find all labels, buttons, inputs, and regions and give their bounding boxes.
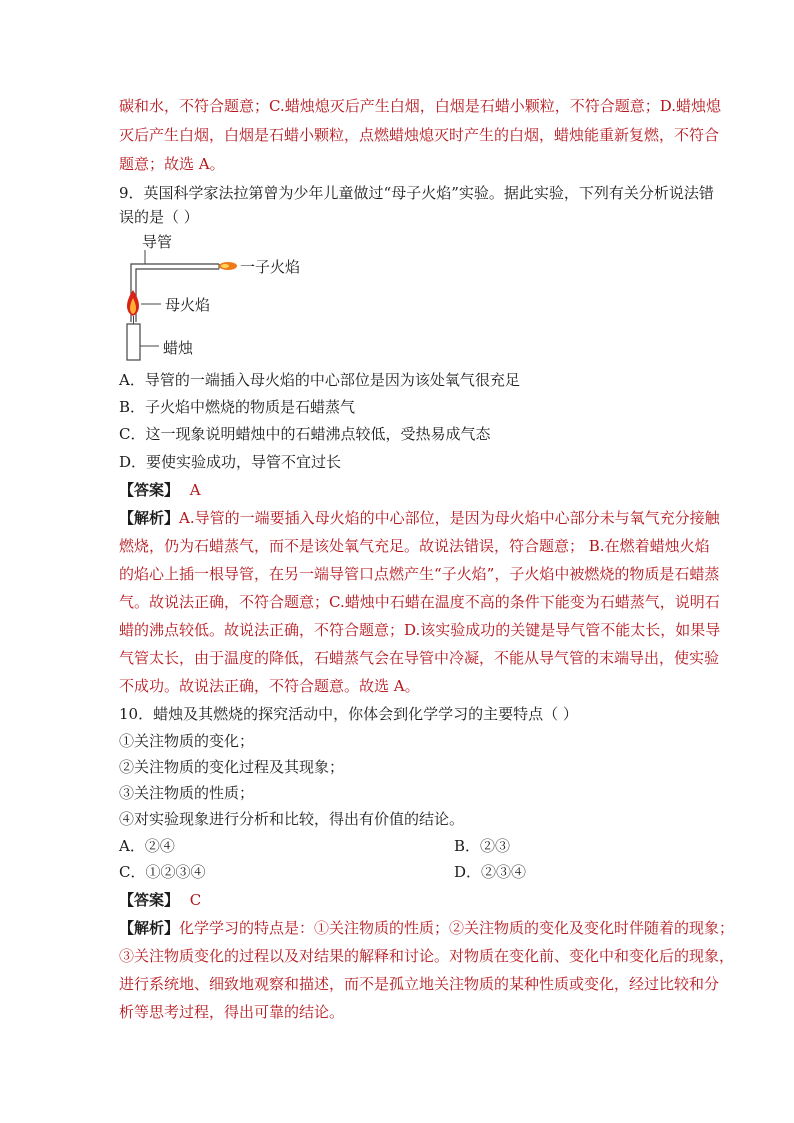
question-10-stem: 10．蜡烛及其燃烧的探究活动中，你体会到化学学习的主要特点（ ）	[119, 705, 578, 723]
candle-label: 蜡烛	[163, 339, 194, 357]
answer-value: C	[189, 891, 202, 909]
question-9-explanation-line-2: 燃烧，仍为石蜡蒸气，而不是该处氧气充足。故说法错误，符合题意； B.在燃着蜡烛火焰	[119, 537, 710, 555]
prev-explanation-line-1: 碳和水，不符合题意；C.蜡烛熄灭后产生白烟，白烟是石蜡小颗粒，不符合题意；D.蜡烛熄	[119, 97, 721, 115]
question-9-option-d: D．要使实验成功，导管不宜过长	[119, 453, 342, 471]
question-10-option-c: C．①②③④	[119, 863, 206, 881]
question-10-explanation-line-3: 进行系统地、细致地观察和描述，而不是孤立地关注物质的某种性质或变化，经过比较和分	[119, 975, 720, 993]
mother-child-flame-figure	[119, 228, 359, 368]
question-10-statement-1: ①关注物质的变化；	[119, 732, 255, 750]
question-9-explanation-line-5: 蜡的沸点较低。故说法正确，不符合题意；D.该实验成功的关键是导气管不能太长，如果导	[119, 621, 721, 639]
explanation-text: 化学学习的特点是：①关注物质的性质；②关注物质的变化及变化时伴随着的现象；	[179, 919, 735, 937]
child-flame-core	[221, 264, 229, 268]
question-10-option-a: A．②④	[119, 837, 175, 855]
prev-explanation-line-2: 灭后产生白烟，白烟是石蜡小颗粒，点燃蜡烛熄灭时产生的白烟，蜡烛能重新复燃，不符合	[119, 126, 720, 144]
question-10-explanation-line-1	[119, 918, 735, 938]
answer-tag: 【答案】	[119, 891, 180, 909]
question-10-answer	[119, 890, 679, 910]
candle-body	[127, 324, 140, 360]
question-9-stem-line-2: 误的是（ ）	[119, 208, 199, 226]
mother-flame-label: 母火焰	[165, 296, 211, 314]
question-9-explanation-line-7: 不成功。故说法正确，不符合题意。故选 A。	[119, 677, 420, 695]
answer-tag: 【答案】	[119, 481, 180, 499]
child-flame-label: 一子火焰	[240, 258, 301, 276]
explanation-tag: 【解析】	[119, 509, 180, 527]
explanation-tag: 【解析】	[119, 919, 180, 937]
prev-explanation-line-3: 题意；故选 A。	[119, 155, 225, 173]
explanation-text: A.导管的一端要插入母火焰的中心部位，是因为母火焰中心部分未与氧气充分接触	[179, 509, 720, 527]
question-9-answer	[119, 480, 679, 500]
question-9-explanation-line-6: 气管太长，由于温度的降低，石蜡蒸气会在导管中冷凝，不能从导气管的末端导出，使实验	[119, 649, 720, 667]
question-10-explanation-line-4: 析等思考过程，得出可靠的结论。	[119, 1003, 345, 1021]
question-9-explanation-line-4: 气。故说法正确，不符合题意；C.蜡烛中石蜡在温度不高的条件下能变为石蜡蒸气，说明石	[119, 593, 720, 611]
question-10-option-b: B．②③	[454, 837, 511, 855]
question-10-statement-4: ④对实验现象进行分析和比较，得出有价值的结论。	[119, 810, 465, 828]
question-9-explanation-line-1	[119, 508, 720, 528]
question-10-explanation-line-2: ③关注物质变化的过程以及对结果的解释和讨论。对物质在变化前、变化中和变化后的现象，	[119, 947, 735, 965]
question-10-statement-3: ③关注物质的性质；	[119, 784, 255, 802]
question-10-option-d: D．②③④	[454, 863, 527, 881]
question-9-option-c: C．这一现象说明蜡烛中的石蜡沸点较低，受热易成气态	[119, 425, 491, 443]
answer-value: A	[189, 481, 201, 499]
question-10-statement-2: ②关注物质的变化过程及其现象；	[119, 758, 345, 776]
question-9-stem-line-1: 9．英国科学家法拉第曾为少年儿童做过“母子火焰”实验。据此实验，下列有关分析说法错	[119, 184, 714, 202]
question-9-explanation-line-3: 的焰心上插一根导管，在另一端导管口点燃产生“子火焰”，子火焰中被燃烧的物质是石蜡蒸	[119, 565, 720, 583]
tube-label: 导管	[142, 233, 173, 251]
question-9-option-b: B．子火焰中燃烧的物质是石蜡蒸气	[119, 398, 356, 416]
question-9-option-a: A．导管的一端插入母火焰的中心部位是因为该处氧气很充足	[119, 371, 520, 389]
